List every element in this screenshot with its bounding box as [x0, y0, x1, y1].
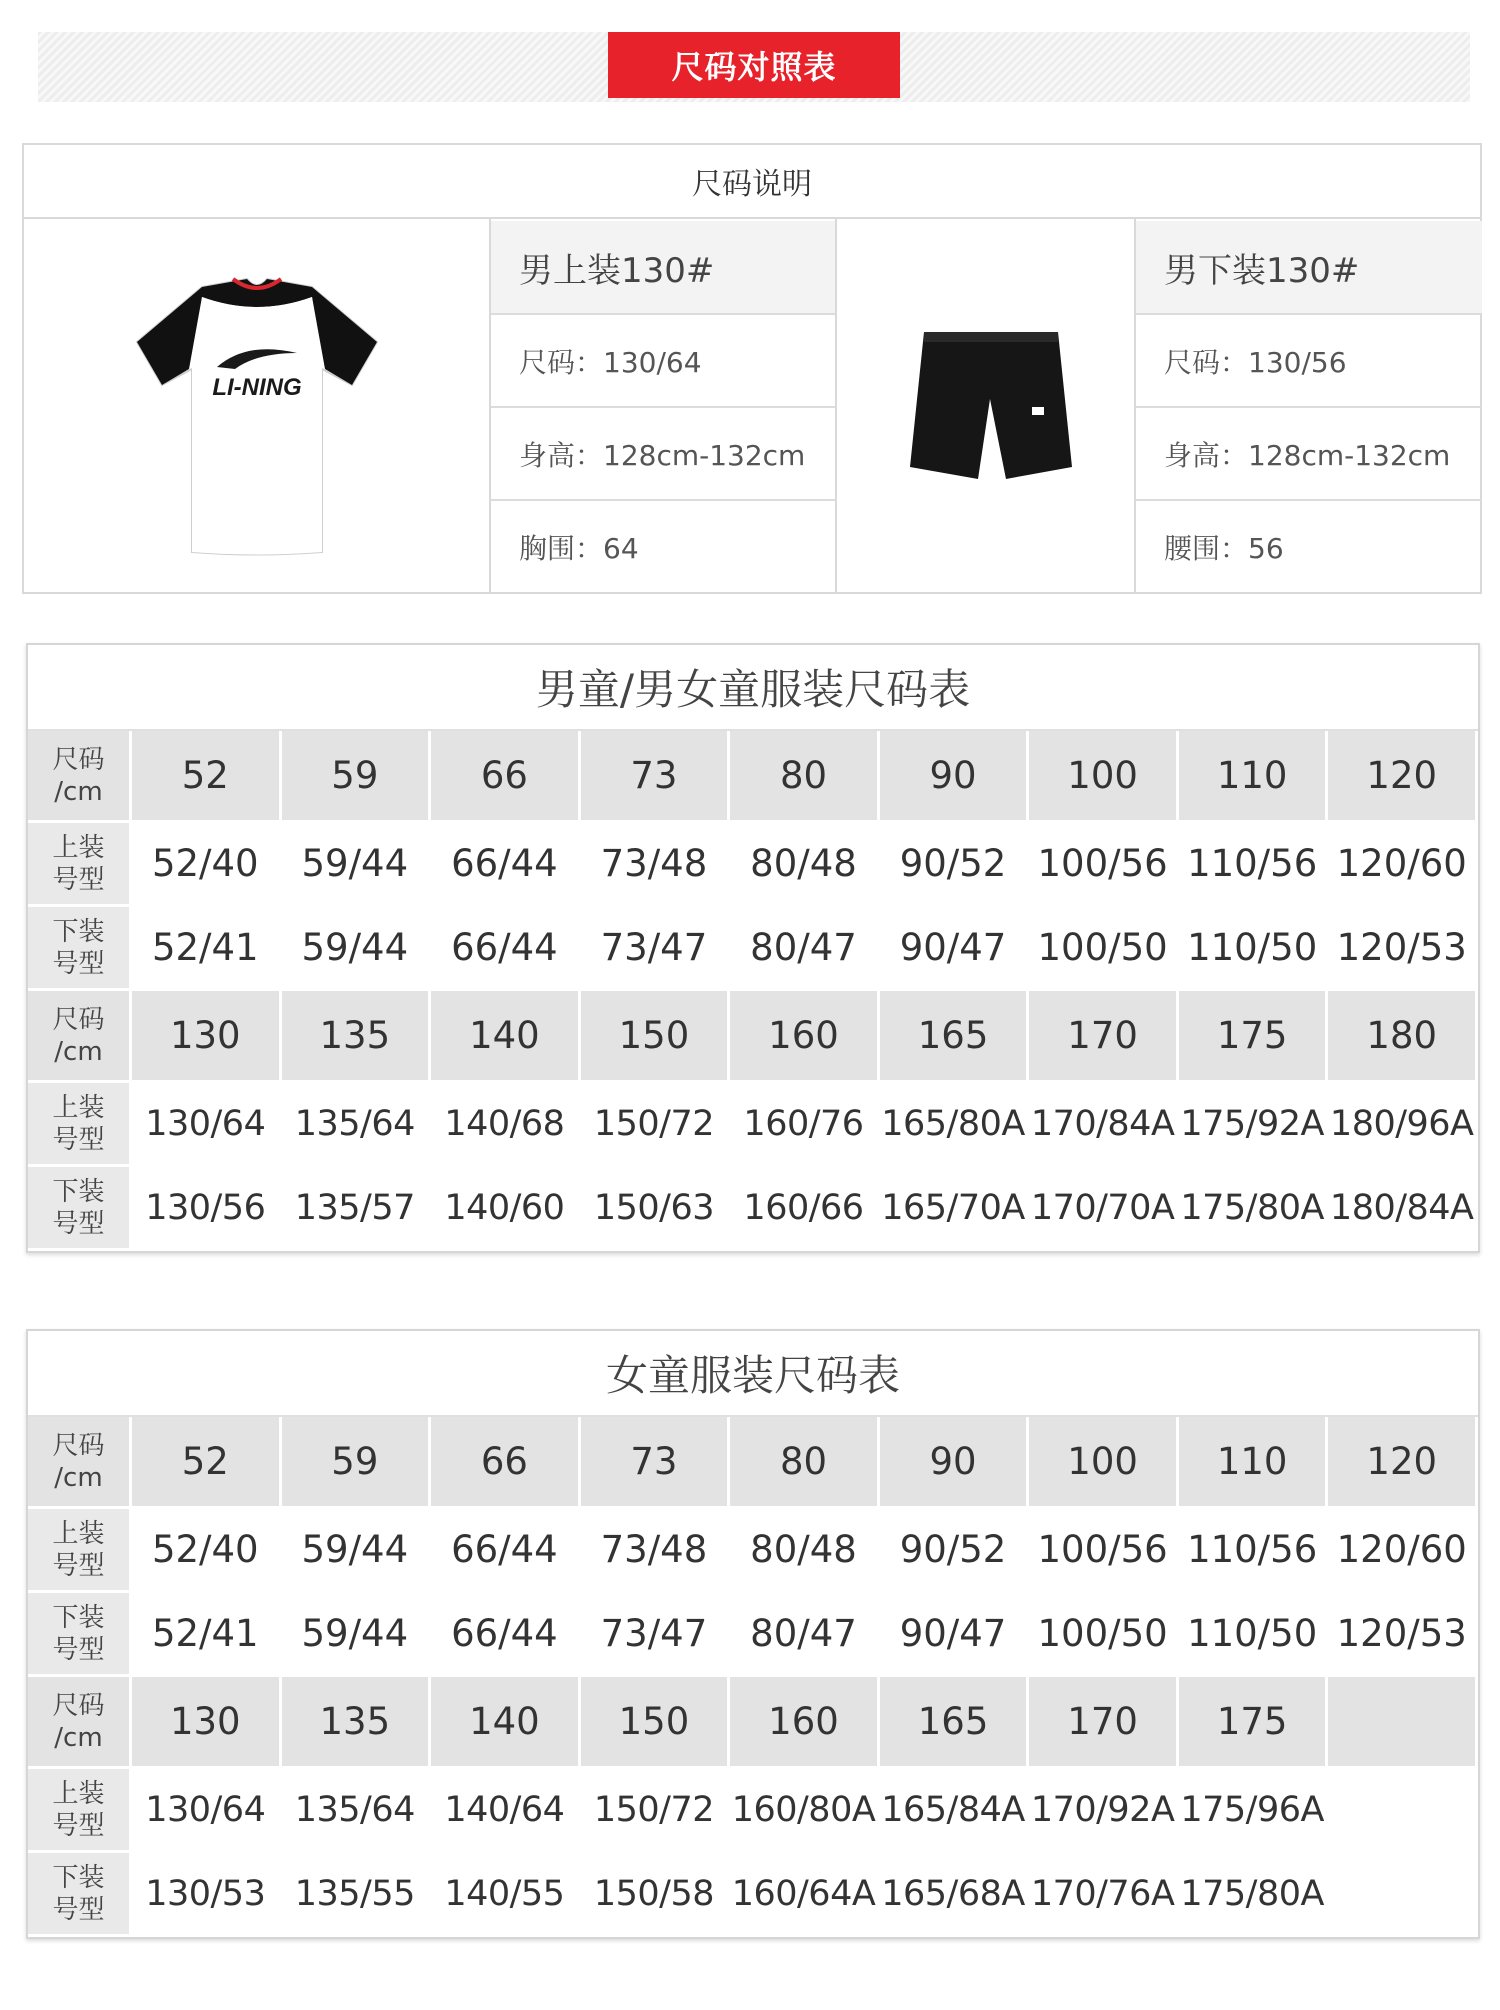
- bottom-height: 身高：128cm-132cm: [1164, 438, 1451, 472]
- top-spec-cell: 130/64: [132, 1083, 282, 1167]
- bottom-size: 尺码：130/56: [1164, 345, 1347, 379]
- tshirt-image: [24, 221, 489, 592]
- bottom-spec-cell: 52/41: [132, 907, 282, 991]
- top-spec-cell: 90/52: [880, 823, 1030, 907]
- bottom-spec-cell: 120/53: [1328, 1593, 1478, 1677]
- bottom-spec-cell: 52/41: [132, 1593, 282, 1677]
- row-label-line: 上装: [52, 832, 105, 863]
- top-spec-cell: 140/64: [431, 1769, 581, 1853]
- row-label: [28, 991, 132, 1083]
- top-spec-cell: 180/96A: [1328, 1083, 1478, 1167]
- top-height: 身高：128cm-132cm: [519, 438, 806, 472]
- bottom-spec-cell: 160/66: [730, 1167, 880, 1251]
- row-label: [28, 1593, 132, 1677]
- size-cell: 66: [431, 731, 581, 823]
- bottom-spec-cell: 175/80A: [1179, 1853, 1329, 1937]
- row-label-line: 下装: [52, 1176, 105, 1207]
- top-heading: 男上装130#: [491, 221, 835, 313]
- bottom-spec-cell: 130/53: [132, 1853, 282, 1937]
- brand-logo-text: LI-NING: [211, 373, 302, 401]
- size-cell: 130: [132, 991, 282, 1083]
- size-cell: 100: [1029, 731, 1179, 823]
- top-spec-cell: 120/60: [1328, 1509, 1478, 1593]
- top-spec-cell: 100/56: [1029, 1509, 1179, 1593]
- top-spec-cell: 110/56: [1179, 823, 1329, 907]
- row-label-line: 号型: [52, 864, 105, 895]
- size-cell: 52: [132, 731, 282, 823]
- bottom-spec-cell: 140/60: [431, 1167, 581, 1251]
- top-spec-cell: 59/44: [282, 823, 432, 907]
- top-spec-cell: 165/80A: [880, 1083, 1030, 1167]
- bottom-spec-cell: [1328, 1853, 1478, 1937]
- top-spec-cell: 66/44: [431, 823, 581, 907]
- size-cell: 175: [1179, 991, 1329, 1083]
- bottom-spec-cell: 120/53: [1328, 907, 1478, 991]
- row-label-line: 号型: [52, 948, 105, 979]
- top-spec-cell: 140/68: [431, 1083, 581, 1167]
- row-label-line: /cm: [54, 1462, 103, 1493]
- size-cell: 100: [1029, 1417, 1179, 1509]
- size-cell: 180: [1328, 991, 1478, 1083]
- bottom-spec-cell: 73/47: [581, 907, 731, 991]
- top-spec-cell: 175/92A: [1179, 1083, 1329, 1167]
- tshirt-icon: [107, 257, 407, 557]
- size-cell: 150: [581, 1677, 731, 1769]
- top-spec-cell: 120/60: [1328, 823, 1478, 907]
- size-cell: 73: [581, 731, 731, 823]
- size-cell: 135: [282, 991, 432, 1083]
- size-explanation-panel: [22, 143, 1482, 594]
- top-spec-cell: 66/44: [431, 1509, 581, 1593]
- size-cell: 160: [730, 991, 880, 1083]
- row-label: [28, 823, 132, 907]
- row-label-line: 上装: [52, 1778, 105, 1809]
- top-spec-cell: 150/72: [581, 1083, 731, 1167]
- top-spec-cell: 130/64: [132, 1769, 282, 1853]
- shorts-image: [837, 221, 1134, 592]
- bottom-spec-cell: 160/64A: [730, 1853, 880, 1937]
- bottom-spec-cell: 90/47: [880, 1593, 1030, 1677]
- row-label: [28, 1417, 132, 1509]
- row-label-line: 尺码: [52, 744, 105, 775]
- top-spec-cell: 52/40: [132, 823, 282, 907]
- size-cell: 110: [1179, 731, 1329, 823]
- bottom-spec-cell: 170/70A: [1029, 1167, 1179, 1251]
- row-label-line: 下装: [52, 1602, 105, 1633]
- bottom-spec-cell: 73/47: [581, 1593, 731, 1677]
- row-label: [28, 731, 132, 823]
- top-spec-cell: 170/84A: [1029, 1083, 1179, 1167]
- girls-size-grid: [28, 1417, 1478, 1937]
- row-label-line: 号型: [52, 1894, 105, 1925]
- explanation-title: 尺码说明: [24, 145, 1480, 219]
- top-spec-cell: 135/64: [282, 1769, 432, 1853]
- row-label-line: 号型: [52, 1208, 105, 1239]
- boys-table-title: 男童/男女童服装尺码表: [28, 645, 1478, 731]
- bottom-spec-cell: 110/50: [1179, 1593, 1329, 1677]
- size-cell: 120: [1328, 731, 1478, 823]
- bottom-spec-cell: 170/76A: [1029, 1853, 1179, 1937]
- size-cell: 59: [282, 1417, 432, 1509]
- size-cell: 130: [132, 1677, 282, 1769]
- size-cell: 165: [880, 991, 1030, 1083]
- girls-table-title: 女童服装尺码表: [28, 1331, 1478, 1417]
- top-spec-cell: 165/84A: [880, 1769, 1030, 1853]
- bottom-spec-cell: 135/55: [282, 1853, 432, 1937]
- bottom-heading: 男下装130#: [1136, 221, 1482, 313]
- row-label-line: 下装: [52, 1862, 105, 1893]
- top-spec-cell: 73/48: [581, 1509, 731, 1593]
- bottom-spec-cell: 59/44: [282, 1593, 432, 1677]
- shorts-icon: [886, 307, 1086, 507]
- top-spec-cell: 150/72: [581, 1769, 731, 1853]
- size-cell: 175: [1179, 1677, 1329, 1769]
- top-size: 尺码：130/64: [519, 345, 702, 379]
- size-cell: 90: [880, 731, 1030, 823]
- size-cell: [1328, 1677, 1478, 1769]
- size-cell: 170: [1029, 991, 1179, 1083]
- boys-size-grid: [28, 731, 1478, 1251]
- row-label-line: /cm: [54, 776, 103, 807]
- row-label-line: 上装: [52, 1518, 105, 1549]
- size-cell: 140: [431, 991, 581, 1083]
- row-label: [28, 1167, 132, 1251]
- top-spec-cell: 73/48: [581, 823, 731, 907]
- bottom-spec-cell: 80/47: [730, 907, 880, 991]
- row-label-line: 尺码: [52, 1430, 105, 1461]
- top-spec-cell: 160/76: [730, 1083, 880, 1167]
- top-spec-cell: 90/52: [880, 1509, 1030, 1593]
- bottom-spec-cell: 130/56: [132, 1167, 282, 1251]
- size-cell: 150: [581, 991, 731, 1083]
- top-spec-cell: [1328, 1769, 1478, 1853]
- row-label-line: 尺码: [52, 1004, 105, 1035]
- row-label: [28, 1509, 132, 1593]
- row-label-line: /cm: [54, 1722, 103, 1753]
- top-spec-cell: 80/48: [730, 823, 880, 907]
- bottom-spec-cell: 100/50: [1029, 1593, 1179, 1677]
- bottom-spec-cell: 66/44: [431, 1593, 581, 1677]
- bottom-spec-cell: 180/84A: [1328, 1167, 1478, 1251]
- bottom-spec-cell: 66/44: [431, 907, 581, 991]
- bottom-spec-cell: 175/80A: [1179, 1167, 1329, 1251]
- bottom-spec-cell: 150/63: [581, 1167, 731, 1251]
- bottom-spec-cell: 140/55: [431, 1853, 581, 1937]
- top-spec-cell: 59/44: [282, 1509, 432, 1593]
- size-cell: 52: [132, 1417, 282, 1509]
- row-label-line: 号型: [52, 1634, 105, 1665]
- size-cell: 170: [1029, 1677, 1179, 1769]
- top-spec-cell: 135/64: [282, 1083, 432, 1167]
- top-spec-cell: 170/92A: [1029, 1769, 1179, 1853]
- size-cell: 110: [1179, 1417, 1329, 1509]
- bottom-spec-cell: 80/47: [730, 1593, 880, 1677]
- size-cell: 80: [730, 731, 880, 823]
- girls-size-table: [26, 1329, 1480, 1939]
- size-cell: 160: [730, 1677, 880, 1769]
- bottom-waist: 腰围：56: [1164, 531, 1284, 565]
- bottom-spec-cell: 165/68A: [880, 1853, 1030, 1937]
- size-cell: 66: [431, 1417, 581, 1509]
- bottom-spec-cell: 110/50: [1179, 907, 1329, 991]
- row-label-line: 下装: [52, 916, 105, 947]
- size-cell: 165: [880, 1677, 1030, 1769]
- row-label-line: 号型: [52, 1810, 105, 1841]
- row-label: [28, 1083, 132, 1167]
- page-title: 尺码对照表: [608, 32, 900, 98]
- size-cell: 59: [282, 731, 432, 823]
- size-cell: 90: [880, 1417, 1030, 1509]
- top-spec-cell: 175/96A: [1179, 1769, 1329, 1853]
- size-cell: 140: [431, 1677, 581, 1769]
- top-spec-cell: 100/56: [1029, 823, 1179, 907]
- size-cell: 73: [581, 1417, 731, 1509]
- boys-size-table: [26, 643, 1480, 1253]
- row-label: [28, 1853, 132, 1937]
- row-label-line: 号型: [52, 1550, 105, 1581]
- bottom-spec-cell: 100/50: [1029, 907, 1179, 991]
- row-label: [28, 907, 132, 991]
- row-label-line: 尺码: [52, 1690, 105, 1721]
- row-label: [28, 1677, 132, 1769]
- row-label: [28, 1769, 132, 1853]
- bottom-spec-cell: 150/58: [581, 1853, 731, 1937]
- top-spec-cell: 160/80A: [730, 1769, 880, 1853]
- bottom-spec-cell: 59/44: [282, 907, 432, 991]
- row-label-line: 号型: [52, 1124, 105, 1155]
- bottom-spec-cell: 135/57: [282, 1167, 432, 1251]
- size-cell: 120: [1328, 1417, 1478, 1509]
- top-spec-cell: 80/48: [730, 1509, 880, 1593]
- bottom-spec-cell: 90/47: [880, 907, 1030, 991]
- top-spec-cell: 52/40: [132, 1509, 282, 1593]
- top-chest: 胸围：64: [519, 531, 639, 565]
- size-cell: 135: [282, 1677, 432, 1769]
- size-cell: 80: [730, 1417, 880, 1509]
- row-label-line: /cm: [54, 1036, 103, 1067]
- row-label-line: 上装: [52, 1092, 105, 1123]
- top-spec-cell: 110/56: [1179, 1509, 1329, 1593]
- bottom-spec-cell: 165/70A: [880, 1167, 1030, 1251]
